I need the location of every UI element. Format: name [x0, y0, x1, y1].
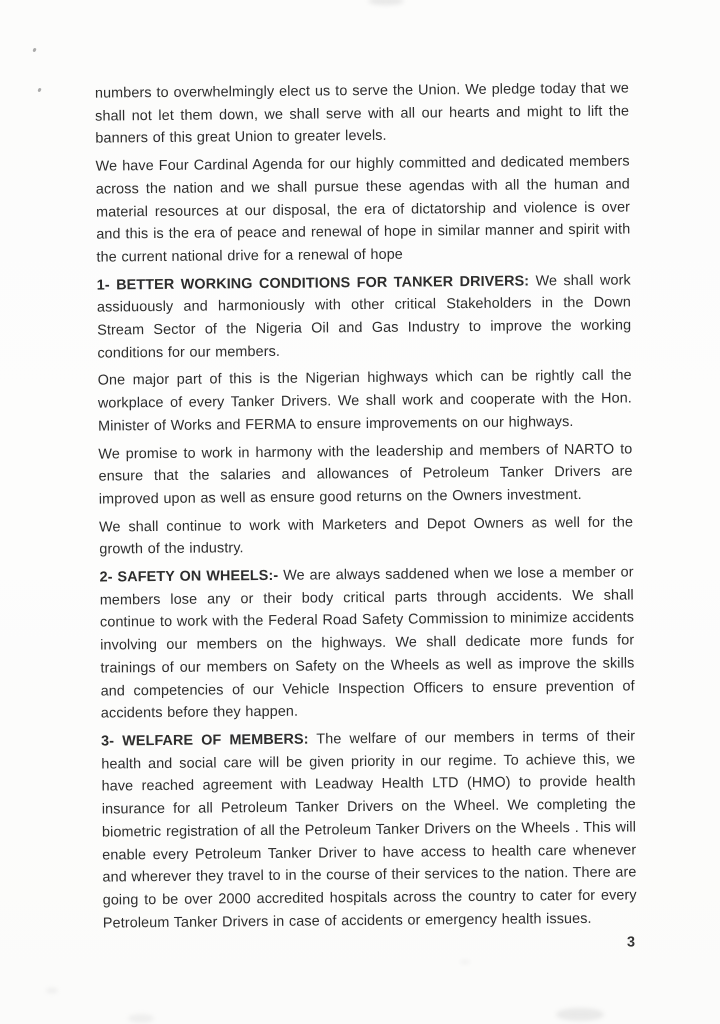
scan-smudge — [46, 988, 58, 993]
section-heading: 3- WELFARE OF MEMBERS: — [101, 731, 309, 750]
body-paragraph: We have Four Cardinal Agenda for our highly committed and dedicated members across the nation and we shall pursue these agendas with all the human and material resources at our disposal, the era of dictatorship and violence is over and this is the era of peace and renewal of hope in similar manner and spirit with the current national drive for a renewal of hope — [95, 153, 631, 266]
page-number: 3 — [626, 934, 636, 951]
body-paragraph: We shall continue to work with Marketers and Depot Owners as well for the growth of the industry. — [99, 514, 634, 558]
scan-smudge — [368, 0, 404, 5]
scan-smudge — [460, 960, 470, 964]
body-paragraph: numbers to overwhelmingly elect us to serve the Union. We pledge today that we shall not let them down, we shall serve with all our hearts and might to lift the banners of this great Union to greater levels. — [94, 80, 630, 147]
section-paragraph: 2- SAFETY ON WHEELS:- We are always saddened when we lose a member or members lose any or their body critical parts through accidents. We shall continue to work with the Federal Road Safety Commission to minimize accidents involving our members on the highways. We shall dedicate more funds for trainings of our members on Safety on the Wheels as well as improve the skills and competencies of our Vehicle Inspection Officers to ensure prevention of accidents before they happen. — [99, 564, 635, 722]
scan-smudge — [128, 1014, 154, 1023]
section-paragraph: 1- BETTER WORKING CONDITIONS FOR TANKER DRIVERS: We shall work assiduously and harmoniously with other critical Stakeholders in the Down Stream Sector of the Nigeria Oil and Gas Industry to improve the working conditions for our members. — [96, 272, 632, 362]
body-paragraph: One major part of this is the Nigerian highways which can be rightly call the workplace of every Tanker Drivers. We shall work and cooperate with the Hon. Minister of Works and FERMA to ensure improvements on our highways. — [97, 367, 632, 435]
section-paragraph: 3- WELFARE OF MEMBERS: The welfare of our members in terms of their health and social care will be given priority in our regime. To achieve this, we have reached agreement with Leadway Health LTD (HMO) to provide health insurance for all Petroleum Tanker Drivers on the Wheel. We completing the biometric registration of all the Petroleum Tanker Drivers on the Wheels . This will enable every Petroleum Tanker Driver to have access to health care whenever and wherever they travel to in the course of their services to the nation. There are going to be over 2000 accredited hospitals across the country to cater for every Petroleum Tanker Drivers in case of accidents or emergency health issues. — [101, 728, 637, 932]
scan-smudge — [556, 1008, 604, 1021]
section-heading: 1- BETTER WORKING CONDITIONS FOR TANKER DRIVERS: — [96, 273, 530, 294]
document-text-block — [95, 77, 637, 955]
scan-speck — [37, 88, 41, 93]
body-paragraph: We promise to work in harmony with the leadership and members of NARTO to ensure that the salaries and allowances of Petroleum Tanker Drivers are improved upon as well as ensure good returns on the Owners investment. — [98, 440, 633, 508]
paragraph-list — [95, 77, 637, 934]
section-heading: 2- SAFETY ON WHEELS:- — [99, 567, 279, 586]
scan-speck — [32, 48, 36, 53]
